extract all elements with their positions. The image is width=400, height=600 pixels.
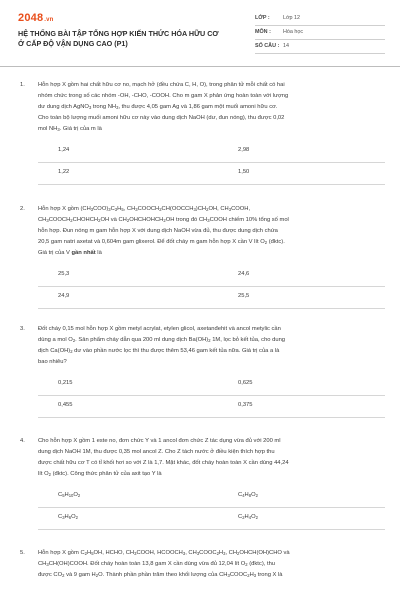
meta-question-count: SỐ CÂU : 14	[255, 41, 385, 54]
option-divider	[38, 507, 385, 508]
question-text-line: được chất hữu cơ T có tỉ khối hơi so với Z là 1,7. Mặt khác, đốt cháy hoàn toàn X cần dùng 44,24	[38, 460, 289, 466]
question-number: 3.	[20, 326, 25, 332]
answer-option[interactable]: 24,9	[58, 293, 70, 299]
question-text-line: Giá trị của V gần nhất là	[38, 250, 102, 256]
question-text-line: bao nhiêu?	[38, 359, 67, 365]
question-text-line: 20,5 gam natri axetat và 0,604m gam glixerol. Để đốt cháy m gam hỗn hợp X cần V lít $O_2$ (đktc).	[38, 239, 285, 245]
question-text-line: Hỗn hợp X gồm $(CH_3COO)_3C_3H_5$, $CH_3COOCH_2CH(OOCCH_3)CH_2OH$, $CH_3COOH$,	[38, 206, 251, 212]
answer-option[interactable]: $C_2H_4O_2$	[238, 514, 258, 520]
site-logo[interactable]: 2048.vn	[18, 12, 54, 24]
question-text-line: Cho toàn bộ lượng muối amoni hữu cơ này vào dung dịch NaOH (dư, đun nóng), thu được 0,02	[38, 115, 285, 121]
answer-option[interactable]: 25,5	[238, 293, 250, 299]
header-divider	[0, 66, 400, 67]
option-divider	[38, 417, 385, 418]
answer-option[interactable]: 0,375	[238, 402, 253, 408]
option-divider	[38, 184, 385, 185]
answer-option[interactable]: 1,22	[58, 169, 70, 175]
answer-option[interactable]: $C_5H_{10}O_2$	[58, 492, 81, 498]
question-number: 5.	[20, 550, 25, 556]
question-number: 1.	[20, 82, 25, 88]
answer-option[interactable]: 2,98	[238, 147, 250, 153]
question-text-line: Cho hỗn hợp X gồm 1 este no, đơn chức Y và 1 ancol đơn chức Z tác dụng vừa đủ với 200 ml	[38, 438, 281, 444]
meta-class: LỚP : Lớp 12	[255, 13, 385, 26]
question-stem	[38, 80, 384, 135]
worksheet-title: HỆ THỐNG BÀI TẬP TỔNG HỢP KIẾN THỨC HÓA HỮU CƠ Ở CẤP ĐỘ VẬN DỤNG CAO (P1)	[18, 29, 219, 48]
question-text-line: Hỗn hợp X gồm hai chất hữu cơ no, mạch hở (đều chứa C, H, O), trong phân tử mỗi chất có hai	[38, 82, 285, 88]
question-stem	[38, 324, 384, 368]
answer-option[interactable]: 0,215	[58, 380, 73, 386]
answer-option[interactable]: $C_4H_8O_2$	[238, 492, 258, 498]
worksheet-header	[0, 0, 400, 62]
option-divider	[38, 286, 385, 287]
answer-option[interactable]: 24,6	[238, 271, 250, 277]
question-stem	[38, 204, 384, 259]
question-number: 4.	[20, 438, 25, 444]
question-text-line: dịch $Ca(OH)_2$ dư vào phần nước lọc thì thu được thêm 53,46 gam kết tủa nữa. Giá trị của a là	[38, 348, 280, 354]
question-text-line: Đốt cháy 0,15 mol hỗn hợp X gồm metyl acrylat, etylen glicol, axetanđehit và ancol metylic cần	[38, 326, 281, 332]
question-text-line: lít $O_2$ (đktc). Công thức phân tử của axit tạo Y là	[38, 471, 162, 477]
question-text-line: được $CO_2$ và 9 gam $H_2O$. Thành phần phần trăm theo khối lượng của $CH_3COOC_2H_3$ trong X là	[38, 572, 283, 578]
question-text-line: dùng a mol $O_2$. Sản phẩm cháy dẫn qua 200 ml dung dịch $Ba(OH)_2$ 1M, lọc bỏ kết tủa, cho dung	[38, 337, 286, 343]
question-stem	[38, 548, 384, 581]
question-text-line: $CH_3CH(OH)COOH$. Đốt cháy hoàn toàn 13,8 gam X cần dùng vừa đủ 12,04 lít $O_2$ (đktc), thu	[38, 561, 276, 567]
question-stem	[38, 436, 384, 480]
option-divider	[38, 395, 385, 396]
meta-subject: MÔN : Hóa học	[255, 27, 385, 40]
question-text-line: nhóm chức trong số các nhóm -OH, -CHO, -COOH. Cho m gam X phản ứng hoàn toàn với lượng	[38, 93, 289, 99]
answer-option[interactable]: 0,625	[238, 380, 253, 386]
question-text-line: $CH_3COOCH_2CHOHCH_2OH$ và $CH_2OHCHOHCH_2OH$ trong đó $CH_3COOH$ chiếm 10% tổng số mol	[38, 217, 289, 223]
option-divider	[38, 162, 385, 163]
question-text-line: hỗn hợp. Đun nóng m gam hỗn hợp X với dung dịch NaOH vừa đủ, thu được dung dịch chứa	[38, 228, 278, 234]
question-text-line: mol $NH_3$. Giá trị của m là	[38, 126, 102, 132]
answer-option[interactable]: 1,24	[58, 147, 70, 153]
answer-option[interactable]: $C_3H_6O_2$	[58, 514, 78, 520]
option-divider	[38, 308, 385, 309]
answer-option[interactable]: 0,455	[58, 402, 73, 408]
answer-option[interactable]: 25,3	[58, 271, 70, 277]
answer-option[interactable]: 1,50	[238, 169, 250, 175]
question-text-line: Hỗn hợp X gồm $C_2H_5OH$, HCHO, $CH_3COOH$, $HCOOCH_3$, $CH_3COOC_2H_3$, $CH_2OHCH(OH)CHO$ và	[38, 550, 290, 556]
option-divider	[38, 529, 385, 530]
question-text-line: dư dung dịch AgNO$_3$ trong $NH_3$, thu được 4,05 gam Ag và 1,86 gam một muối amoni hữu cơ.	[38, 104, 278, 110]
question-number: 2.	[20, 206, 25, 212]
question-text-line: dung dịch NaOH 1M, thu được 0,35 mol ancol Z. Cho Z tách nước ở điều kiện thích hợp thu	[38, 449, 275, 455]
